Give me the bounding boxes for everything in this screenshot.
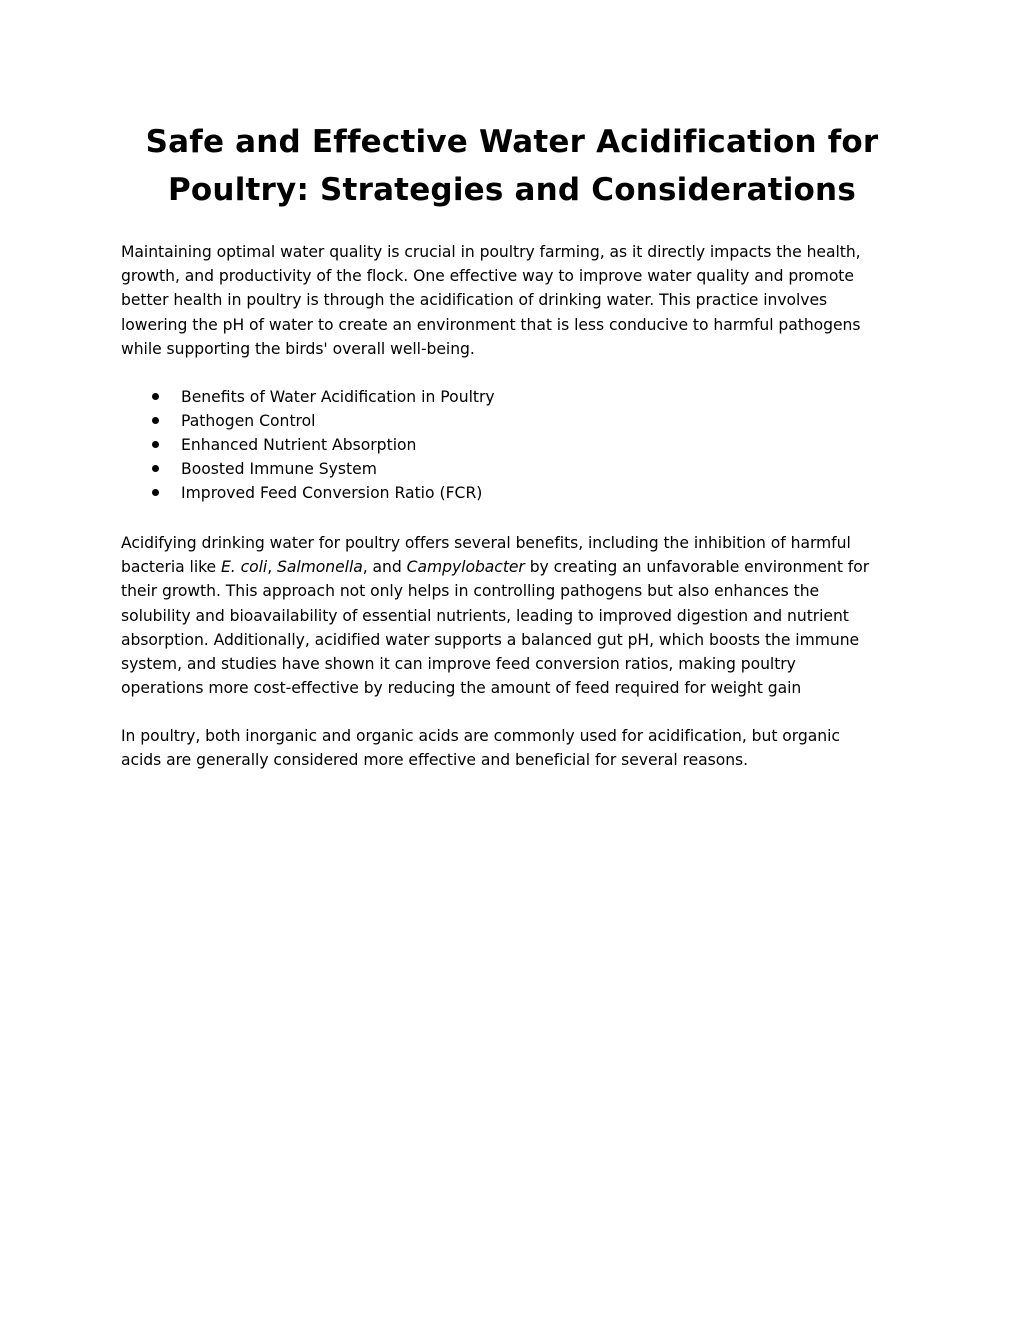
intro-paragraph [121, 240, 911, 361]
closing-paragraph [121, 724, 911, 772]
closing-line: acids are generally considered more effective and beneficial for several reasons. [121, 751, 749, 770]
intro-line: growth, and productivity of the flock. One effective way to improve water quality and promote [121, 267, 854, 286]
intro-line: lowering the pH of water to create an environment that is less conducive to harmful pathogens [121, 315, 861, 334]
list-item [121, 409, 495, 433]
benefits-line: Acidifying drinking water for poultry offers several benefits, including the inhibition of harmful [121, 534, 851, 552]
bullet-icon [152, 465, 159, 472]
benefits-line: operations more cost-effective by reducing the amount of feed required for weight gain [121, 679, 802, 698]
bullet-icon [152, 417, 159, 424]
list-item-text: Improved Feed Conversion Ratio (FCR) [181, 484, 483, 502]
intro-line: while supporting the birds' overall well-being. [121, 339, 475, 358]
title-line-1: Safe and Effective Water Acidification for [145, 124, 879, 160]
benefits-line: absorption. Additionally, acidified water supports a balanced gut pH, which boosts the immune [121, 630, 860, 649]
species-campylobacter: Campylobacter [406, 558, 525, 577]
benefits-line-with-species [121, 555, 911, 579]
species-salmonella: Salmonella [277, 558, 363, 577]
list-item [121, 433, 495, 457]
benefits-line: system, and studies have shown it can improve feed conversion ratios, making poultry [121, 655, 796, 674]
list-item [121, 457, 495, 481]
intro-line: Maintaining optimal water quality is crucial in poultry farming, as it directly impacts the health, [121, 243, 861, 261]
intro-line: better health in poultry is through the acidification of drinking water. This practice involves [121, 291, 828, 310]
and-text: , and [362, 558, 407, 577]
closing-line: In poultry, both inorganic and organic acids are commonly used for acidification, but organic [121, 727, 840, 745]
bullet-icon [152, 489, 159, 496]
species-ecoli: E. coli [220, 558, 268, 577]
benefits-line: solubility and bioavailability of essential nutrients, leading to improved digestion and nutrient [121, 606, 849, 625]
title-line-2: Poultry: Strategies and Considerations [168, 172, 856, 208]
list-item-text: Enhanced Nutrient Absorption [181, 436, 417, 454]
benefits-paragraph [121, 531, 911, 700]
bullet-icon [152, 441, 159, 448]
list-item-text: Boosted Immune System [181, 460, 377, 478]
bullet-icon [152, 393, 159, 400]
benefits-list [121, 385, 495, 505]
benefits-line: their growth. This approach not only helps in controlling pathogens but also enhances the [121, 582, 820, 601]
benefits-line-start: bacteria like [121, 558, 221, 577]
benefits-line-end: by creating an unfavorable environment for [524, 558, 870, 577]
list-item [121, 385, 495, 409]
page-title [110, 118, 914, 214]
list-item-text: Pathogen Control [181, 412, 316, 430]
list-item [121, 481, 495, 505]
list-item-text: Benefits of Water Acidification in Poultry [181, 388, 495, 406]
comma-text: , [267, 558, 278, 577]
